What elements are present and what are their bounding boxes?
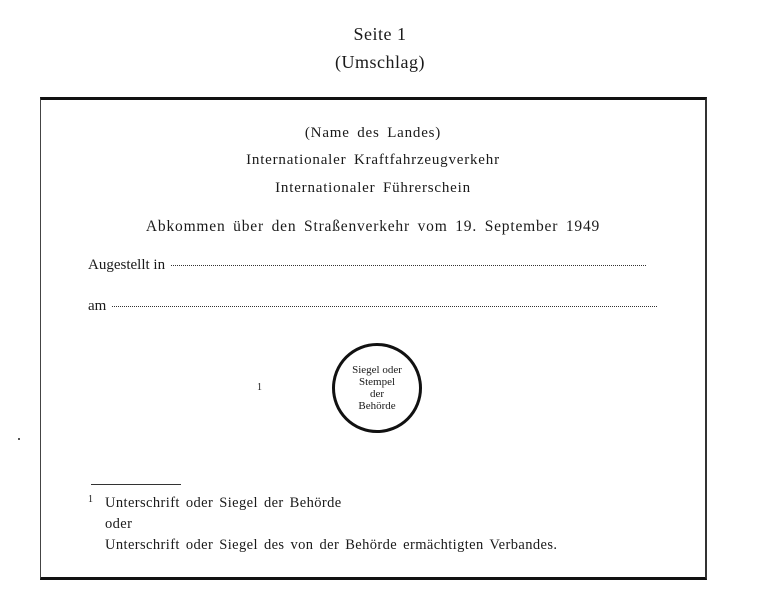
licence-title: Internationaler Führerschein	[275, 180, 471, 196]
signature-footnote-marker: 1	[257, 382, 262, 393]
issued-in-row	[88, 257, 646, 274]
country-name-line: (Name des Landes)	[304, 125, 442, 141]
cover-heading: (Umschlag)	[335, 52, 425, 72]
date-field[interactable]	[112, 306, 657, 307]
stray-mark	[18, 438, 20, 440]
convention-line: Abkommen über den Straßenverkehr vom 19. September 1949	[145, 218, 601, 235]
date-label: am	[88, 298, 107, 314]
date-row	[88, 298, 657, 315]
licence-cover-form	[40, 97, 707, 580]
issued-in-field[interactable]	[171, 265, 646, 266]
page-number-heading: Seite 1	[353, 24, 407, 44]
footnote-line: Unterschrift oder Siegel der Behörde	[105, 495, 342, 511]
traffic-title: Internationaler Kraftfahrzeugverkehr	[246, 152, 500, 168]
seal-text-line: Behörde	[358, 400, 396, 412]
footnote-divider	[91, 484, 181, 485]
authority-seal	[332, 343, 422, 433]
seal-text-line: Siegel oder	[352, 364, 402, 376]
footnote-line: Unterschrift oder Siegel des von der Behörde ermächtigten Verbandes.	[105, 537, 558, 553]
footnote-line: oder	[105, 516, 133, 532]
seal-text-line: Stempel	[358, 376, 396, 388]
issued-in-label: Augestellt in	[88, 257, 166, 273]
seal-text-line: der	[369, 388, 385, 400]
footnote-marker: 1	[88, 494, 93, 505]
